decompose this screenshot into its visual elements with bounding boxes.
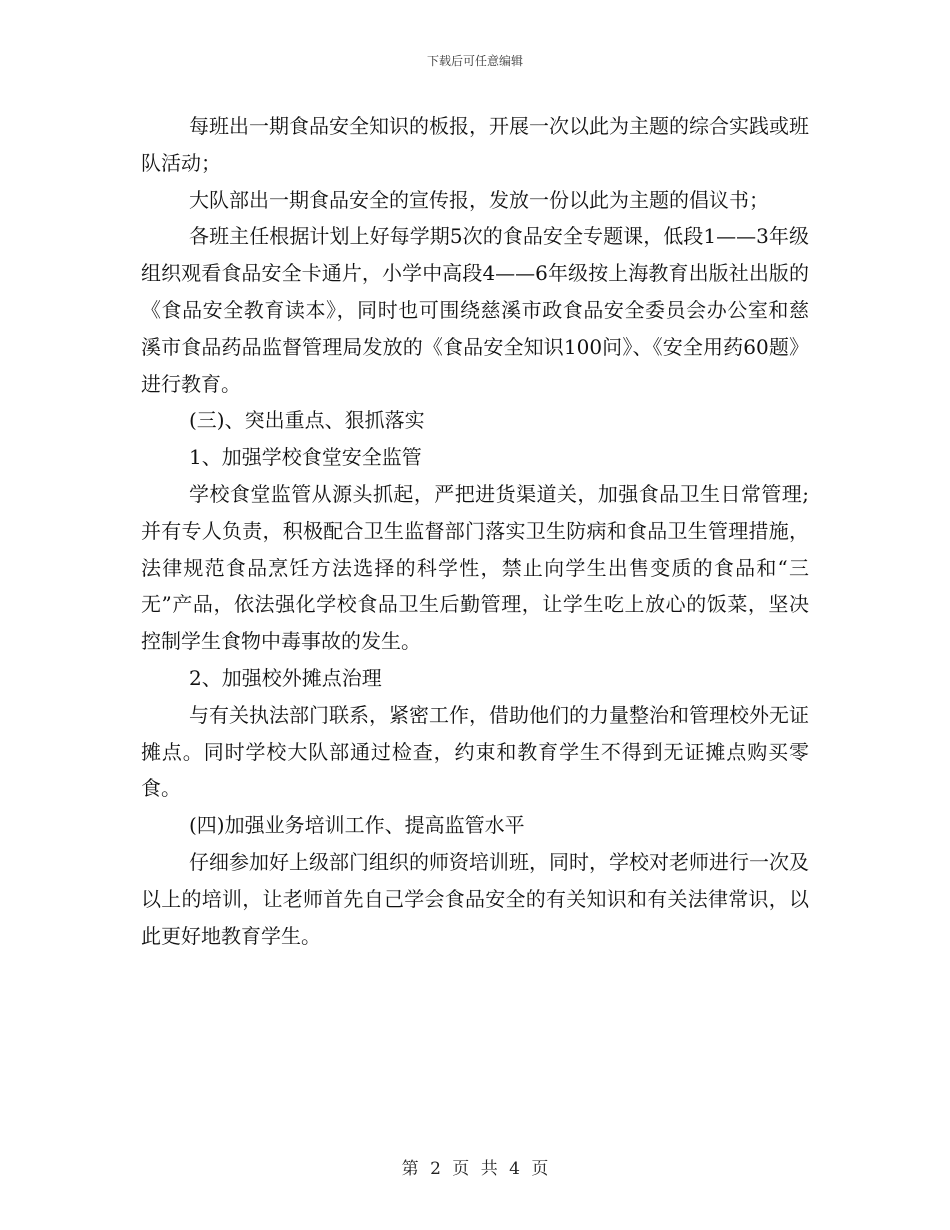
paragraph-vendor-control: 与有关执法部门联系，紧密工作，借助他们的力量整治和管理校外无证摊点。同时学校大队部通过检查，约束和教育学生不得到无证摊点购买零食。 bbox=[141, 702, 809, 801]
paragraph-class-board: 每班出一期食品安全知识的板报，开展一次以此为主题的综合实践或班队活动； bbox=[141, 114, 809, 175]
section-heading-3: (三)、突出重点、狠抓落实 bbox=[189, 408, 425, 433]
paragraph-safety-lessons: 各班主任根据计划上好每学期5次的食品安全专题课，低段1——3年级组织观看食品安全卡通片，小学中高段4——6年级按上海教育出版社出版的《食品安全教育读本》，同时也可围绕慈溪市政食品安全委员会办公室和慈溪市食品药品监督管理局发放的《食品安全知识100问》、《安全用药60题》进行教育。 bbox=[141, 224, 809, 396]
paragraph-brigade-poster: 大队部出一期食品安全的宣传报，发放一份以此为主题的倡议书； bbox=[189, 187, 769, 212]
subheading-canteen-supervision: 1、加强学校食堂安全监管 bbox=[189, 445, 422, 470]
paragraph-training: 仔细参加好上级部门组织的师资培训班，同时，学校对老师进行一次及以上的培训，让老师首先自己学会食品安全的有关知识和有关法律常识，以此更好地教育学生。 bbox=[141, 849, 809, 948]
page-number-footer: 第 2 页 共 4 页 bbox=[401, 1159, 549, 1179]
subheading-vendor-control: 2、加强校外摊点治理 bbox=[189, 665, 382, 690]
page-header-note: 下载后可任意编辑 bbox=[426, 54, 523, 68]
paragraph-canteen-supervision: 学校食堂监管从源头抓起，严把进货渠道关，加强食品卫生日常管理;并有专人负责，积极配合卫生监督部门落实卫生防病和食品卫生管理措施，法律规范食品烹饪方法选择的科学性，禁止向学生出售变质的食品和“三无”产品，依法强化学校食品卫生后勤管理，让学生吃上放心的饭菜，坚决控制学生食物中毒事故的发生。 bbox=[141, 481, 809, 654]
document-body bbox=[141, 108, 809, 954]
section-heading-4: (四)加强业务培训工作、提高监管水平 bbox=[189, 813, 525, 838]
